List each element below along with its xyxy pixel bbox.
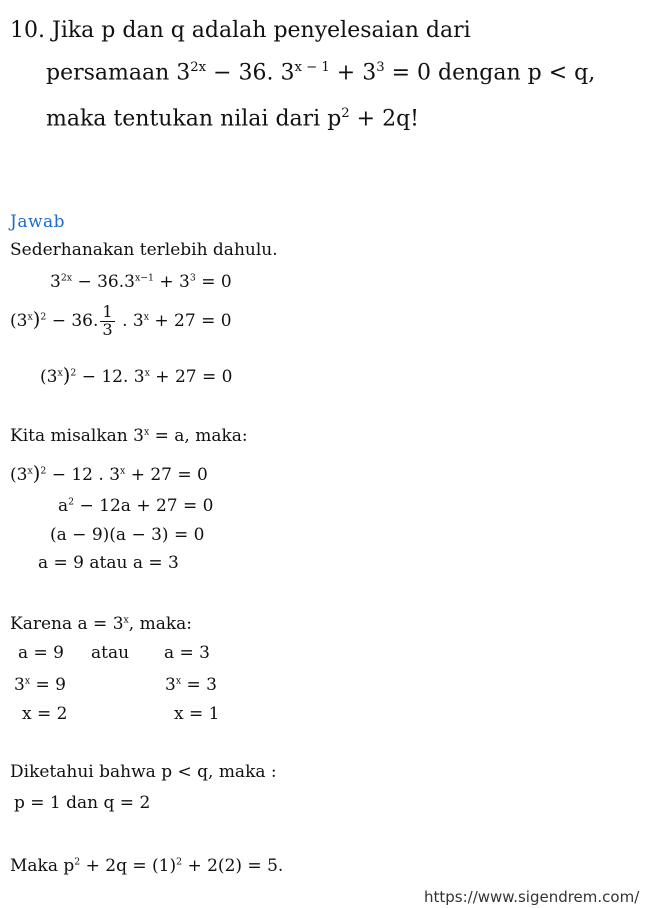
math-term: − 12a + 27 = 0 <box>74 496 214 516</box>
question-line-1 <box>10 18 471 43</box>
math-term: + 2(2) = 5. <box>182 856 284 876</box>
math-term: + 27 = 0 <box>125 465 208 485</box>
math-term: a <box>58 496 69 516</box>
math-term: + 2q = (1) <box>80 856 177 876</box>
math-term: (3 <box>10 310 28 331</box>
math-exponent: x <box>57 367 63 379</box>
text: , maka: <box>128 614 193 634</box>
math-exponent: x <box>24 675 31 687</box>
math-term: Maka p <box>10 856 75 876</box>
question-text-1: Jika p dan q adalah penyelesaian dari <box>52 18 471 43</box>
case-left-1: a = 9 <box>18 643 65 663</box>
math-term: − 12 . 3 <box>46 465 121 485</box>
eq-term: = 0 dengan p < q, <box>384 60 596 86</box>
math-term: + 27 = 0 <box>149 367 233 387</box>
math-exponent: 2 <box>176 856 183 868</box>
question-line-3 <box>46 106 419 132</box>
math-term: (3 <box>40 367 58 387</box>
math-term: = 0 <box>195 272 232 292</box>
question-line-2 <box>46 60 595 86</box>
math-exponent: x−1 <box>134 272 154 284</box>
question-text-3: maka tentukan nilai dari p <box>46 106 342 132</box>
math-exponent: 2x <box>60 272 73 284</box>
math-exponent: x <box>143 311 149 323</box>
math-exponent: x <box>123 614 129 626</box>
math-term: . 3 <box>116 310 144 331</box>
text: Kita misalkan 3 <box>10 426 144 446</box>
eq-exponent: 2 <box>341 106 350 121</box>
math-term: − 36. <box>46 310 99 331</box>
math-term: (3 <box>10 465 28 485</box>
math-term: − 36.3 <box>72 272 135 292</box>
eq-exponent: 3 <box>376 60 385 75</box>
math-exponent: x <box>120 465 126 477</box>
step-4 <box>10 462 208 485</box>
math-term: + 3 <box>154 272 190 292</box>
eq-exponent: x − 1 <box>294 60 330 75</box>
fraction-denominator: 3 <box>102 319 113 339</box>
final-answer <box>10 856 283 876</box>
step-7: a = 9 atau a = 3 <box>38 553 179 573</box>
case-left-3: x = 2 <box>22 704 68 724</box>
text: = a, maka: <box>149 426 248 446</box>
math-paren: ) <box>32 307 41 331</box>
math-term: 3 <box>14 675 25 695</box>
math-term: = 3 <box>181 675 217 695</box>
math-exponent: x <box>144 367 150 379</box>
eq-exponent: 2x <box>190 60 207 75</box>
step-6: (a − 9)(a − 3) = 0 <box>50 525 205 545</box>
math-exponent: 3 <box>189 272 196 284</box>
fraction-numerator: 1 <box>102 302 113 321</box>
math-term: + 27 = 0 <box>149 310 232 331</box>
case-right-1: a = 3 <box>164 643 211 663</box>
eq-term: 3 <box>176 60 191 86</box>
math-term: 3 <box>165 675 176 695</box>
case-atau: atau <box>91 643 130 663</box>
source-url[interactable]: https://www.sigendrem.com/ <box>424 888 640 906</box>
fraction <box>100 304 114 339</box>
step-3 <box>40 364 232 387</box>
math-exponent: 2 <box>70 367 77 379</box>
eq-term: + 3 <box>329 60 377 86</box>
pq-values: p = 1 dan q = 2 <box>14 793 151 813</box>
karena-note <box>10 614 192 634</box>
case-left-2 <box>14 675 66 695</box>
math-term: 3 <box>50 272 61 292</box>
step-5 <box>58 496 213 516</box>
math-exponent: x <box>27 465 33 477</box>
question-number: 10. <box>10 18 45 43</box>
math-exponent: 2 <box>74 856 81 868</box>
math-exponent: x <box>143 426 150 438</box>
case-right-3: x = 1 <box>174 704 220 724</box>
substitution-note <box>10 426 248 446</box>
math-exponent: x <box>175 675 182 687</box>
step-2 <box>10 304 232 339</box>
math-exponent: 2 <box>40 311 47 323</box>
answer-heading: Jawab <box>10 212 66 232</box>
question-text-3-tail: + 2q! <box>349 106 420 132</box>
simplify-note: Sederhanakan terlebih dahulu. <box>10 240 278 260</box>
step-1 <box>50 272 232 292</box>
known-note: Diketahui bahwa p < q, maka : <box>10 762 277 782</box>
math-paren: ) <box>32 462 41 485</box>
text: Karena a = 3 <box>10 614 124 634</box>
math-term: − 12. 3 <box>76 367 145 387</box>
math-exponent: x <box>27 311 33 323</box>
eq-term: − 36. 3 <box>206 60 295 86</box>
math-exponent: 2 <box>68 496 75 508</box>
math-paren: ) <box>62 364 71 387</box>
math-term: = 9 <box>30 675 66 695</box>
math-exponent: 2 <box>40 465 47 477</box>
case-right-2 <box>165 675 217 695</box>
question-text-2: persamaan <box>46 60 177 86</box>
